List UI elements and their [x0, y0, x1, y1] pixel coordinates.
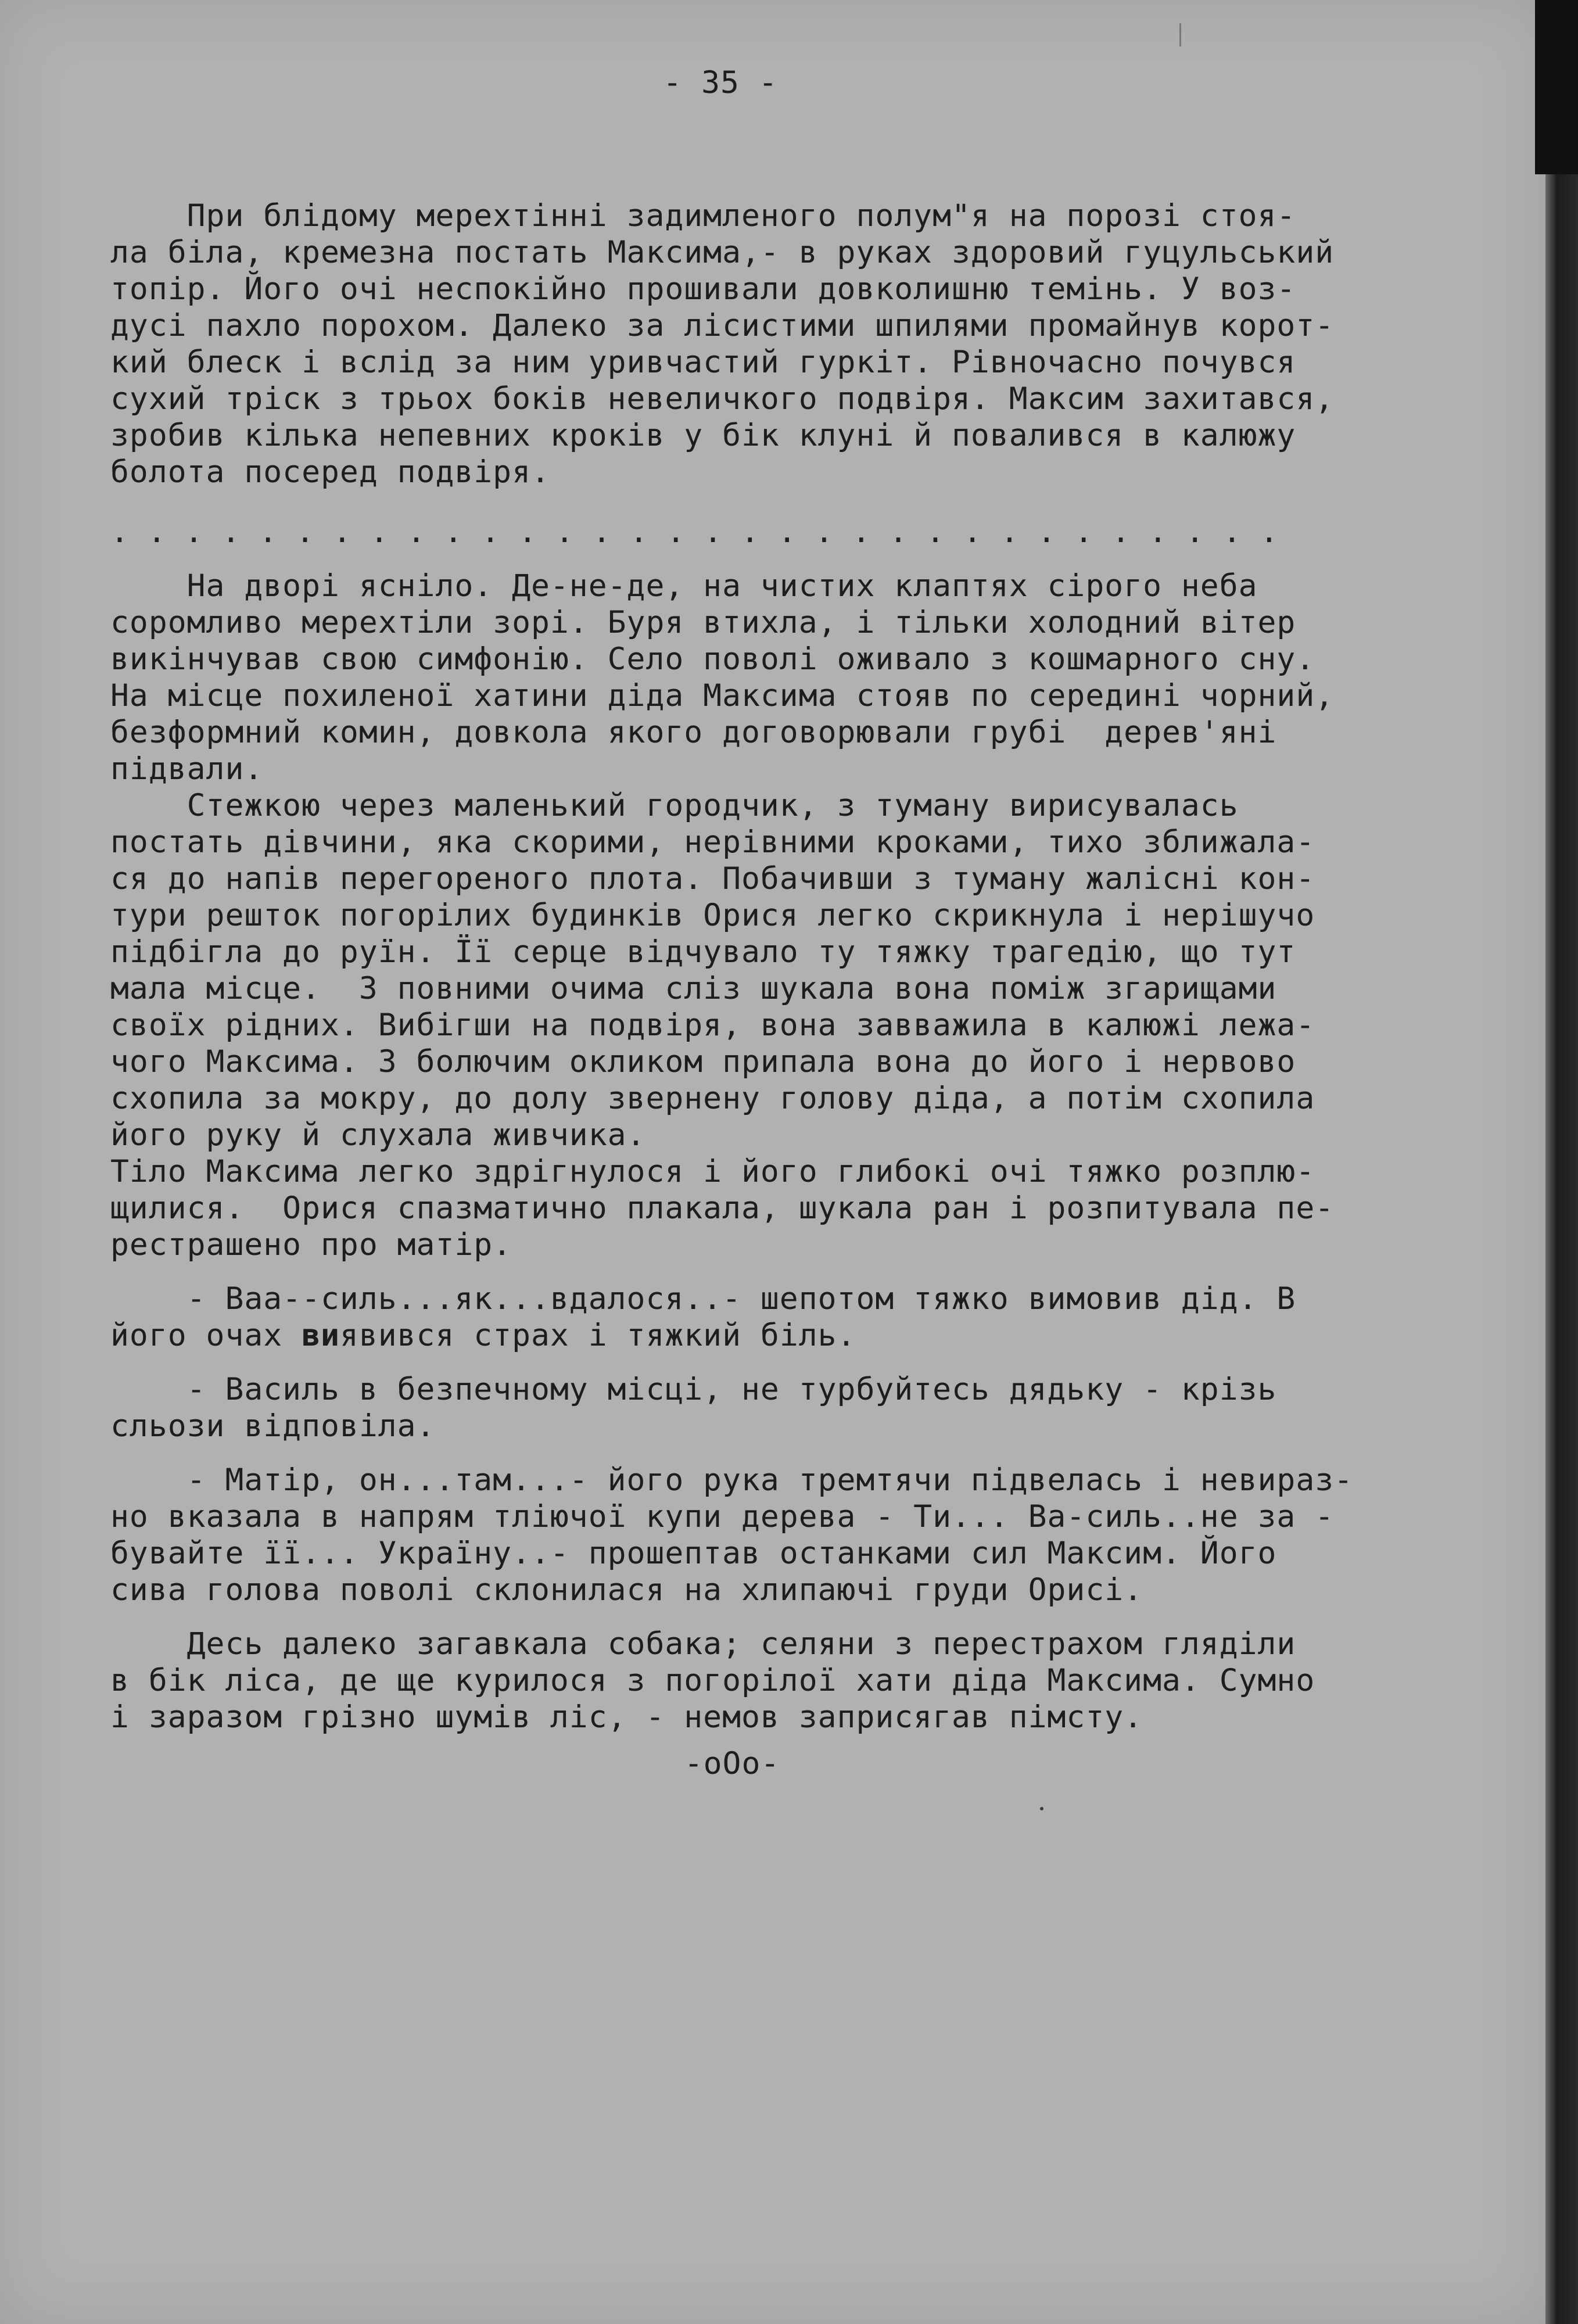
paragraph-line: зробив кілька непевних кроків у бік клуні й повалився в калюжу [110, 418, 1296, 453]
dialogue-line: бувайте її... Україну..- прошептав останками сил Максим. Його [110, 1536, 1277, 1571]
page-number: - 35 - [663, 65, 778, 101]
dialogue-text: його очах [110, 1318, 302, 1353]
paragraph-line: Десь далеко загавкала собака; селяни з перестрахом гляділи [110, 1626, 1296, 1662]
paragraph-line: ся до напів перегореного плота. Побачивши з туману жалісні кон- [110, 861, 1315, 896]
paragraph-line: топір. Його очі неспокійно прошивали довколишню темінь. У воз- [110, 271, 1296, 307]
body-text [110, 198, 1493, 1735]
paragraph-line: постать дівчини, яка скорими, нерівними кроками, тихо зближала- [110, 824, 1315, 860]
paragraph-line: На місце похиленої хатини діда Максима стояв по середині чорний, [110, 678, 1335, 713]
paragraph-line: підбігла до руїн. Її серце відчувало ту тяжку трагедію, що тут [110, 934, 1296, 970]
paragraph-line: сухий тріск з трьох боків невеличкого подвіря. Максим захитався, [110, 381, 1335, 417]
scan-edge [1545, 0, 1578, 2324]
paragraph-line: ла біла, кремезна постать Максима,- в руках здоровий гуцульський [110, 235, 1335, 270]
dialogue-line: но вказала в напрям тліючої купи дерева - Ти... Ва-силь..не за - [110, 1499, 1335, 1534]
paragraph-line: дусі пахло порохом. Далеко за лісистими шпилями промайнув корот- [110, 308, 1335, 343]
overtyped-text: ви [302, 1318, 340, 1353]
paragraph-line: і заразом грізно шумів ліс, - немов заприсягав пімсту. [110, 1699, 1143, 1735]
paragraph-line: соромливо мерехтіли зорі. Буря втихла, і тільки холодний вітер [110, 605, 1296, 640]
paragraph-line: На дворі ясніло. Де-не-де, на чистих клаптях сірого неба [110, 568, 1258, 604]
dialogue-line [110, 1317, 1493, 1354]
dialogue-line: - Ваа--силь...як...вдалося..- шепотом тяжко вимовив дід. В [110, 1281, 1296, 1317]
dialogue-line: - Василь в безпечному місці, не турбуйтесь дядьку - крізь [110, 1372, 1277, 1407]
paragraph-line: викінчував свою симфонію. Село поволі оживало з кошмарного сну. [110, 641, 1315, 677]
dialogue-text: явився страх і тяжкий біль. [339, 1318, 856, 1353]
paragraph-line: Стежкою через маленький городчик, з туману вирисувалась [110, 788, 1239, 823]
paragraph-line: його руку й слухала живчика. [110, 1117, 646, 1153]
paragraph-line: болота посеред подвіря. [110, 454, 550, 490]
paragraph-line: Тіло Максима легко здрігнулося і його глибокі очі тяжко розплю- [110, 1154, 1315, 1189]
paragraph-line: При блідому мерехтінні задимленого полум"я на порозі стоя- [110, 198, 1296, 234]
scan-edge-shadow [1535, 0, 1578, 174]
end-mark: -oOo- [684, 1746, 780, 1781]
paragraph-line: щилися. Орися спазматично плакала, шукала ран і розпитувала пе- [110, 1190, 1335, 1226]
paragraph-line: схопила за мокру, до долу звернену голову діда, а потім схопила [110, 1081, 1315, 1116]
dialogue-line: - Матір, он...там...- його рука тремтячи підвелась і невираз- [110, 1462, 1354, 1498]
paragraph-line: мала місце. З повними очима сліз шукала вона поміж згарищами [110, 971, 1277, 1006]
paragraph-line: рестрашено про матір. [110, 1227, 512, 1263]
dialogue-line: сива голова поволі склонилася на хлипаючі груди Орисі. [110, 1572, 1143, 1608]
paper-speck [1040, 1807, 1043, 1810]
paper-mark [1179, 23, 1181, 46]
dialogue-line: сльози відповіла. [110, 1408, 436, 1444]
section-separator: . . . . . . . . . . . . . . . . . . . . . . . . . . . . . . . . [110, 514, 1279, 550]
paragraph-line: підвали. [110, 751, 264, 787]
paragraph-line: тури решток погорілих будинків Орися легко скрикнула і нерішучо [110, 898, 1315, 933]
paragraph-line: безформний комин, довкола якого договорювали грубі дерев'яні [110, 715, 1277, 750]
paragraph-line: в бік ліса, де ще курилося з погорілої хати діда Максима. Сумно [110, 1663, 1315, 1698]
paragraph-line: кий блеск і вслід за ним уривчастий гуркіт. Рівночасно почувся [110, 345, 1296, 380]
paragraph-line: чого Максима. З болючим окликом припала вона до його і нервово [110, 1044, 1296, 1079]
paragraph-line: своїх рідних. Вибігши на подвіря, вона завважила в калюжі лежа- [110, 1007, 1315, 1043]
